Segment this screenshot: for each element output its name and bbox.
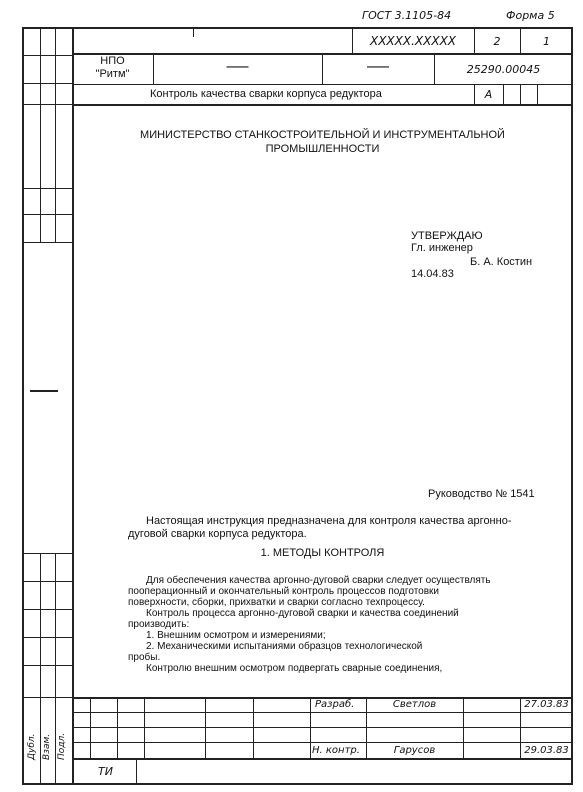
- approve-date: 14.04.83: [411, 268, 454, 280]
- side-vzam-label: Взам.: [42, 733, 52, 760]
- dash-cell-2: ——: [367, 61, 389, 73]
- p1-line-3: поверхности, сборки, прихватки и сварки согласно техпроцессу.: [128, 597, 425, 608]
- approve-label: УТВЕРЖДАЮ: [411, 230, 483, 242]
- nkontr-label: Н. контр.: [312, 745, 360, 756]
- sheets-cell: 1: [543, 35, 550, 48]
- list-item-2-line-1: 2. Механическими испытаниями образцов технологической: [146, 641, 423, 652]
- nkontr-date: 29.03.83: [524, 745, 569, 756]
- org-line2: "Ритм": [95, 68, 130, 80]
- razrab-name: Светлов: [392, 699, 437, 710]
- intro-line-2: дуговой сварки корпуса редуктора.: [128, 528, 307, 540]
- dash-cell-1: ——: [226, 61, 249, 73]
- ministry-heading: МИНИСТЕРСТВО СТАНКОСТРОИТЕЛЬНОЙ И ИНСТРУМЕНТАЛЬНОЙ ПРОМЫШЛЕННОСТИ: [140, 129, 505, 155]
- approve-name: Б. А. Костин: [470, 256, 533, 268]
- section-title: 1. МЕТОДЫ КОНТРОЛЯ: [260, 547, 385, 559]
- ti-label: ТИ: [98, 765, 113, 778]
- p1-line-2: пооперационный и окончательный контроль процессов подготовки: [128, 586, 439, 597]
- doc-number-cell: 25290.00045: [466, 63, 541, 76]
- sheet-cell: 2: [493, 35, 501, 48]
- letter-cell: А: [484, 88, 493, 101]
- p1-line-1: Для обеспечения качества аргонно-дуговой сварки следует осуществлять: [146, 575, 491, 586]
- tick-mark: [193, 29, 194, 37]
- razrab-label: Разраб.: [315, 699, 355, 710]
- razrab-date: 27.03.83: [524, 699, 569, 710]
- gost-label: ГОСТ 3.1105-84: [362, 9, 452, 22]
- list-item-2-line-2: пробы.: [128, 652, 161, 663]
- org-line1: НПО: [100, 55, 125, 67]
- approve-role: Гл. инженер: [411, 242, 473, 254]
- document-title: Контроль качества сварки корпуса редуктора: [150, 88, 382, 100]
- p3-line-1: Контролю внешним осмотром подвергать сварные соединения,: [146, 663, 443, 674]
- side-dubl-label: Дубл.: [27, 733, 37, 760]
- p2-line-2: производить:: [128, 619, 190, 630]
- side-podl-label: Подл.: [57, 732, 67, 760]
- p2-line-1: Контроль процесса аргонно-дуговой сварки и качества соединений: [146, 608, 459, 619]
- guide-number: Руководство № 1541: [428, 488, 535, 500]
- code-cell: XXXXX.XXXXX: [369, 34, 457, 48]
- fold-mark: [30, 390, 58, 392]
- nkontr-name: Гарусов: [393, 745, 436, 756]
- form-label: Форма 5: [506, 9, 555, 22]
- org-cell: [72, 55, 153, 81]
- intro-line-1: Настоящая инструкция предназначена для контроля качества аргонно-: [146, 515, 512, 527]
- list-item-1: 1. Внешним осмотром и измерениями;: [146, 630, 326, 641]
